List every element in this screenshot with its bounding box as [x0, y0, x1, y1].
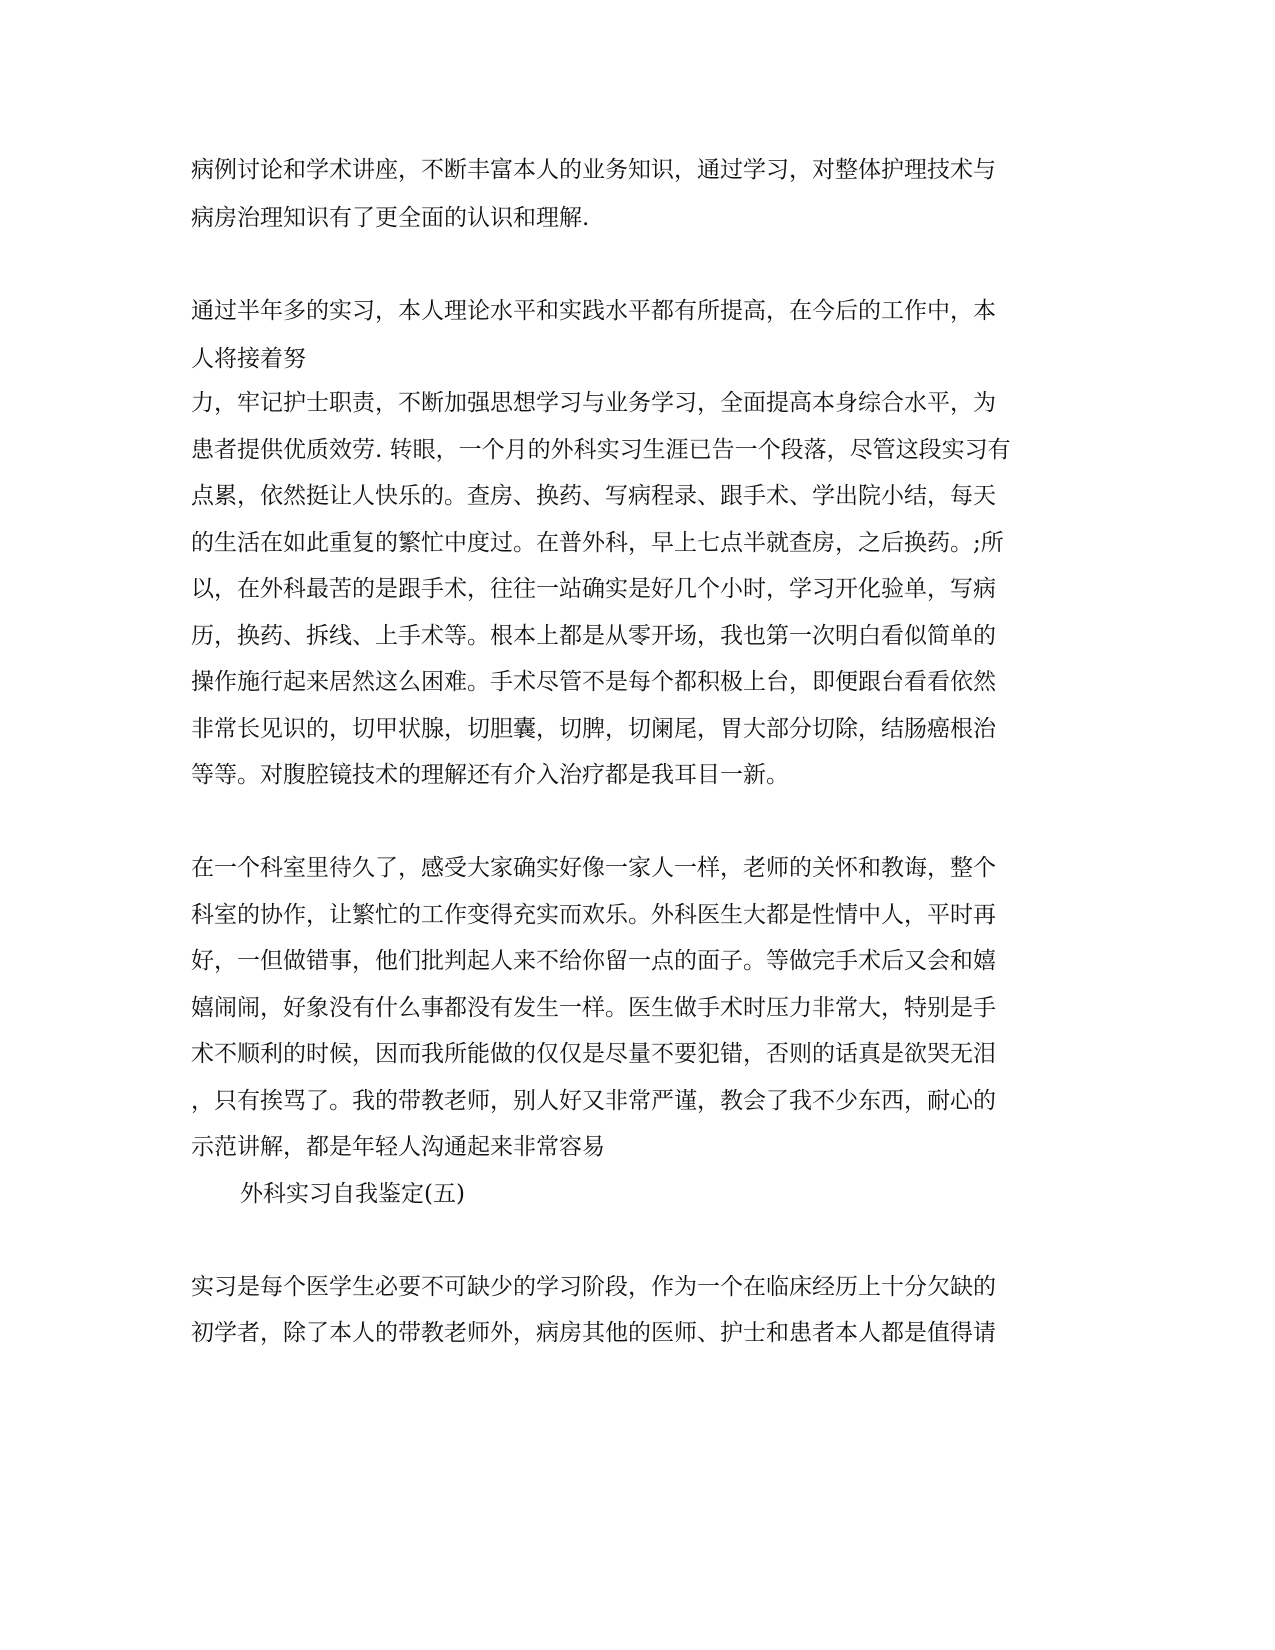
text-line: 好，一但做错事，他们批判起人来不给你留一点的面子。等做完手术后又会和嬉	[191, 948, 996, 974]
text-line: 点累，依然挺让人快乐的。查房、换药、写病程录、跟手术、学出院小结，每天	[191, 483, 996, 509]
text-line: 等等。对腹腔镜技术的理解还有介入治疗都是我耳目一新。	[191, 762, 789, 788]
text-line: 历，换药、拆线、上手术等。根本上都是从零开场，我也第一次明白看似简单的	[191, 623, 996, 649]
text-line: 非常长见识的，切甲状腺，切胆囊，切脾，切阑尾，胃大部分切除，结肠癌根治	[191, 716, 996, 742]
text-line: 示范讲解，都是年轻人沟通起来非常容易	[191, 1134, 605, 1160]
text-line: 病例讨论和学术讲座，不断丰富本人的业务知识，通过学习，对整体护理技术与	[191, 157, 996, 183]
text-line: 通过半年多的实习，本人理论水平和实践水平都有所提高，在今后的工作中，本	[191, 298, 996, 324]
text-line: ，只有挨骂了。我的带教老师，别人好又非常严谨，教会了我不少东西，耐心的	[191, 1088, 996, 1114]
text-line: 操作施行起来居然这么困难。手术尽管不是每个都积极上台，即便跟台看看依然	[191, 669, 996, 695]
text-line: 病房治理知识有了更全面的认识和理解.	[191, 205, 590, 231]
text-line: 初学者，除了本人的带教老师外，病房其他的医师、护士和患者本人都是值得请	[191, 1320, 996, 1346]
text-line: 人将接着努	[191, 346, 306, 372]
section-heading: 外科实习自我鉴定(五)	[240, 1181, 465, 1207]
text-line: 以，在外科最苦的是跟手术，往往一站确实是好几个小时，学习开化验单，写病	[191, 576, 996, 602]
text-line: 在一个科室里待久了，感受大家确实好像一家人一样，老师的关怀和教诲，整个	[191, 855, 996, 881]
text-line: 力，牢记护士职责，不断加强思想学习与业务学习，全面提高本身综合水平，为	[191, 390, 996, 416]
text-line: 实习是每个医学生必要不可缺少的学习阶段，作为一个在临床经历上十分欠缺的	[191, 1274, 996, 1300]
text-line: 的生活在如此重复的繁忙中度过。在普外科，早上七点半就查房，之后换药。;所	[191, 530, 1004, 556]
text-line: 科室的协作，让繁忙的工作变得充实而欢乐。外科医生大都是性情中人，平时再	[191, 902, 996, 928]
text-line: 患者提供优质效劳. 转眼，一个月的外科实习生涯已告一个段落，尽管这段实习有	[191, 437, 1011, 463]
text-line: 嬉闹闹，好象没有什么事都没有发生一样。医生做手术时压力非常大，特别是手	[191, 995, 996, 1021]
text-line: 术不顺利的时候，因而我所能做的仅仅是尽量不要犯错，否则的话真是欲哭无泪	[191, 1041, 996, 1067]
